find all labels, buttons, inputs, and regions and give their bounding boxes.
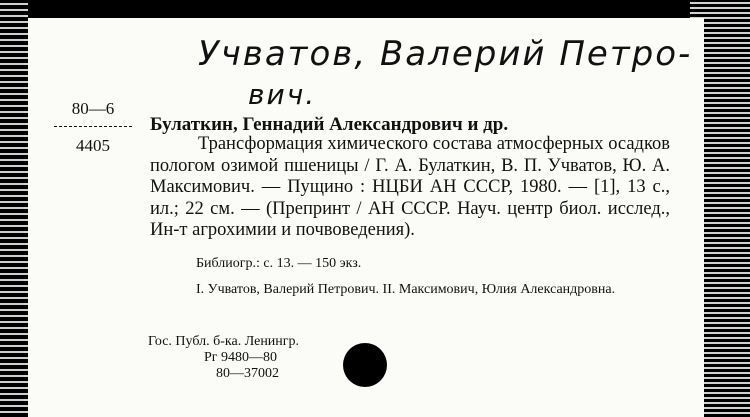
call-number-top: 80—6 [71,99,115,118]
scan-edge-left [0,0,28,417]
call-number-bottom: 4405 [76,136,110,155]
library-stamp-line2: Рг 9480—80 [204,350,278,365]
entry-author: Булаткин, Геннадий Александрович и др. [150,114,509,135]
handwritten-note-line1: Учватов, Валерий Петро- [198,34,693,74]
call-number-divider [54,126,132,127]
library-stamp-line3: 80—37002 [216,366,279,381]
library-stamp-line1: Гос. Публ. б-ка. Ленингр. [148,334,300,349]
punch-hole [343,343,387,387]
call-number [48,98,138,157]
library-stamp [148,334,299,382]
handwritten-note-line2: вич. [248,78,317,111]
bibliography-note: Библиогр.: с. 13. — 150 экз. [196,256,362,271]
entry-description: Трансформация химического состава атмосферных осадков пологом озимой пшеницы / Г. А. Булаткин, В. П. Учватов, Ю. А. Максимович. — Пущино : НЦБИ АН СССР, 1980. — [1], 13 с., ил.; 22 см. — (Препринт / АН СССР. Науч. центр биол. исслед., Ин-т агрохимии и почвоведения). [150,134,670,240]
entry-tracings: I. Учватов, Валерий Петрович. II. Максимович, Юлия Александровна. [196,282,616,297]
